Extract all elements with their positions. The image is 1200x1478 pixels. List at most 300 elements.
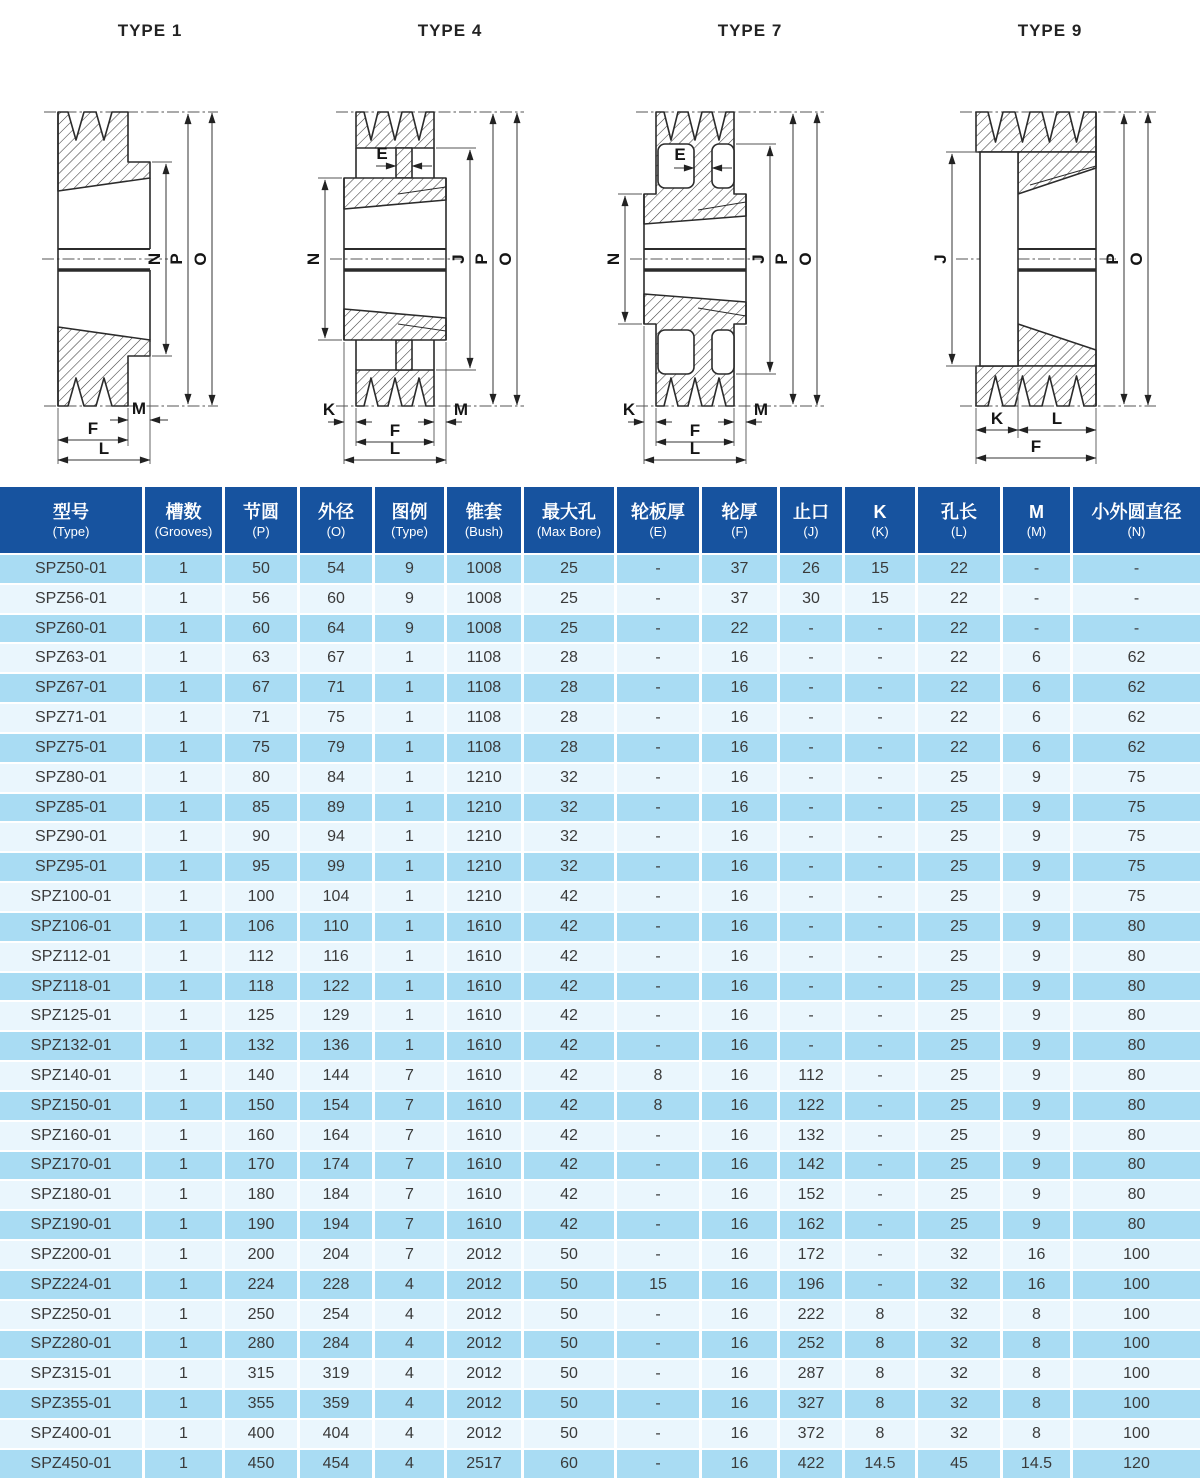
table-cell: - [845, 1150, 918, 1180]
table-cell: 228 [300, 1269, 375, 1299]
table-cell: - [617, 792, 702, 822]
table-cell: 6 [1003, 642, 1073, 672]
table-cell: 315 [225, 1358, 300, 1388]
table-cell: 25 [918, 971, 1003, 1001]
column-header-11 [918, 487, 1003, 553]
table-cell: - [845, 792, 918, 822]
table-cell: 25 [918, 941, 1003, 971]
table-cell: 28 [524, 732, 617, 762]
table-cell: 8 [845, 1418, 918, 1448]
table-cell: 22 [918, 642, 1003, 672]
table-cell: - [845, 971, 918, 1001]
diagram-type-1 [0, 0, 300, 487]
table-cell: 9 [1003, 1090, 1073, 1120]
table-cell: 116 [300, 941, 375, 971]
table-cell: 4 [375, 1269, 447, 1299]
table-cell: 25 [918, 762, 1003, 792]
dim-label-f: F [1030, 437, 1042, 456]
table-cell: 2012 [447, 1418, 524, 1448]
dim-label-f: F [689, 421, 701, 440]
table-row [0, 971, 1200, 1001]
table-cell: - [845, 732, 918, 762]
table-cell: 63 [225, 642, 300, 672]
table-cell: 1610 [447, 941, 524, 971]
table-cell: 140 [225, 1060, 300, 1090]
cell-model: SPZ200-01 [0, 1239, 145, 1269]
table-cell: 45 [918, 1448, 1003, 1478]
table-cell: 1 [375, 642, 447, 672]
table-cell: - [780, 851, 845, 881]
table-cell: 9 [1003, 1150, 1073, 1180]
table-cell: 80 [1073, 1030, 1200, 1060]
dim-label-n: N [145, 252, 164, 266]
table-cell: 42 [524, 1209, 617, 1239]
table-cell: 1610 [447, 911, 524, 941]
table-cell: 1610 [447, 971, 524, 1001]
table-cell: 122 [780, 1090, 845, 1120]
table-cell: 9 [375, 553, 447, 583]
column-title: K [873, 501, 887, 522]
table-cell: 2012 [447, 1299, 524, 1329]
table-cell: - [780, 821, 845, 851]
table-cell: 32 [524, 821, 617, 851]
column-header-13 [1073, 487, 1200, 553]
diagram-title: TYPE 1 [117, 21, 183, 40]
dim-label-p: P [772, 253, 791, 265]
table-cell: - [617, 613, 702, 643]
diagram-title: TYPE 4 [417, 21, 483, 40]
table-cell: 1610 [447, 1090, 524, 1120]
column-header-0 [0, 487, 145, 553]
table-cell: 42 [524, 1060, 617, 1090]
table-cell: 6 [1003, 732, 1073, 762]
cell-model: SPZ450-01 [0, 1448, 145, 1478]
table-cell: 16 [702, 1030, 780, 1060]
table-cell: 25 [918, 821, 1003, 851]
table-row [0, 1269, 1200, 1299]
table-cell: - [617, 762, 702, 792]
table-cell: 25 [918, 1000, 1003, 1030]
table-cell: - [845, 1030, 918, 1060]
table-cell: 8 [1003, 1418, 1073, 1448]
dim-label-n: N [604, 252, 623, 266]
table-cell: 37 [702, 553, 780, 583]
table-cell: 14.5 [1003, 1448, 1073, 1478]
table-cell: 75 [1073, 792, 1200, 822]
table-cell: 152 [780, 1179, 845, 1209]
dim-label-o: O [796, 252, 815, 266]
table-cell: - [617, 553, 702, 583]
table-cell: 1610 [447, 1209, 524, 1239]
table-cell: 118 [225, 971, 300, 1001]
column-title: 孔长 [941, 501, 977, 522]
table-cell: 1 [145, 821, 225, 851]
column-title: 槽数 [165, 501, 202, 522]
table-cell: - [617, 1299, 702, 1329]
table-cell: - [617, 1179, 702, 1209]
table-cell: 327 [780, 1388, 845, 1418]
table-cell: 1 [145, 1179, 225, 1209]
table-cell: 99 [300, 851, 375, 881]
table-cell: 280 [225, 1329, 300, 1359]
table-cell: 110 [300, 911, 375, 941]
table-cell: - [845, 1060, 918, 1090]
table-cell: 7 [375, 1060, 447, 1090]
table-cell: 100 [1073, 1299, 1200, 1329]
cell-model: SPZ315-01 [0, 1358, 145, 1388]
table-cell: 60 [300, 583, 375, 613]
table-cell: 9 [375, 613, 447, 643]
table-cell: 16 [702, 792, 780, 822]
table-cell: - [845, 1090, 918, 1120]
table-cell: 1008 [447, 553, 524, 583]
table-cell: 42 [524, 941, 617, 971]
dim-label-l: L [1051, 409, 1063, 428]
table-row [0, 1358, 1200, 1388]
column-header-5 [447, 487, 524, 553]
table-cell: 16 [702, 672, 780, 702]
table-cell: 8 [1003, 1329, 1073, 1359]
table-cell: - [780, 613, 845, 643]
cell-model: SPZ75-01 [0, 732, 145, 762]
table-cell: 1 [375, 851, 447, 881]
table-cell: 1108 [447, 642, 524, 672]
table-cell: 79 [300, 732, 375, 762]
cell-model: SPZ118-01 [0, 971, 145, 1001]
table-cell: 1008 [447, 613, 524, 643]
column-subtitle: (P) [252, 523, 270, 539]
table-row [0, 762, 1200, 792]
table-cell: 16 [702, 1358, 780, 1388]
table-cell: 1 [145, 1418, 225, 1448]
column-subtitle: (L) [951, 523, 967, 539]
column-header-2 [225, 487, 300, 553]
column-title: 轮板厚 [631, 501, 685, 522]
table-cell: 22 [918, 553, 1003, 583]
table-cell: 15 [845, 583, 918, 613]
table-row [0, 1179, 1200, 1209]
table-row [0, 1209, 1200, 1239]
table-cell: 16 [702, 642, 780, 672]
table-row [0, 1448, 1200, 1478]
table-cell: 1 [375, 1030, 447, 1060]
table-cell: - [1003, 613, 1073, 643]
column-title: 节圆 [243, 501, 279, 522]
table-cell: - [845, 851, 918, 881]
type-7-drawing [600, 44, 900, 474]
table-cell: 28 [524, 672, 617, 702]
table-cell: 1210 [447, 821, 524, 851]
table-cell: 95 [225, 851, 300, 881]
cell-model: SPZ95-01 [0, 851, 145, 881]
table-cell: 32 [918, 1299, 1003, 1329]
column-subtitle: (E) [649, 523, 667, 539]
table-cell: - [845, 1120, 918, 1150]
table-cell: 250 [225, 1299, 300, 1329]
table-cell: - [617, 851, 702, 881]
type-4-drawing [300, 44, 600, 474]
table-cell: 1 [375, 702, 447, 732]
dim-label-p: P [1103, 253, 1122, 265]
table-cell: 32 [524, 762, 617, 792]
dim-label-e: E [674, 145, 686, 164]
table-cell: 1 [145, 971, 225, 1001]
table-cell: - [780, 762, 845, 792]
table-cell: - [845, 941, 918, 971]
table-cell: - [617, 1388, 702, 1418]
table-cell: 162 [780, 1209, 845, 1239]
table-cell: 180 [225, 1179, 300, 1209]
table-cell: 42 [524, 1090, 617, 1120]
pulley-section [956, 112, 1156, 406]
table-cell: 254 [300, 1299, 375, 1329]
dim-label-f: F [389, 421, 401, 440]
table-cell: 6 [1003, 702, 1073, 732]
table-cell: - [617, 1150, 702, 1180]
table-row [0, 1090, 1200, 1120]
table-cell: 4 [375, 1418, 447, 1448]
table-header [0, 487, 1200, 553]
table-cell: 54 [300, 553, 375, 583]
table-cell: - [845, 881, 918, 911]
table-cell: 16 [702, 1150, 780, 1180]
cell-model: SPZ106-01 [0, 911, 145, 941]
table-cell: 25 [918, 1120, 1003, 1150]
column-subtitle: (Max Bore) [536, 523, 602, 539]
table-cell: 9 [1003, 1120, 1073, 1150]
table-cell: 75 [1073, 881, 1200, 911]
table-cell: 50 [524, 1239, 617, 1269]
dim-label-m: M [131, 399, 147, 418]
table-cell: 4 [375, 1388, 447, 1418]
table-cell: 16 [702, 1179, 780, 1209]
table-cell: 1 [375, 821, 447, 851]
table-cell: 80 [1073, 971, 1200, 1001]
table-cell: 16 [702, 911, 780, 941]
table-cell: - [617, 1030, 702, 1060]
table-cell: 16 [702, 941, 780, 971]
diagram-title: TYPE 7 [717, 21, 783, 40]
table-cell: 7 [375, 1209, 447, 1239]
table-cell: 170 [225, 1150, 300, 1180]
table-cell: 16 [702, 1448, 780, 1478]
table-cell: 32 [918, 1239, 1003, 1269]
column-subtitle: (Bush) [464, 523, 504, 539]
table-cell: 16 [702, 762, 780, 792]
table-cell: 200 [225, 1239, 300, 1269]
table-cell: 9 [1003, 881, 1073, 911]
table-cell: 22 [918, 613, 1003, 643]
table-cell: 204 [300, 1239, 375, 1269]
column-header-7 [617, 487, 702, 553]
cell-model: SPZ90-01 [0, 821, 145, 851]
table-cell: 9 [1003, 762, 1073, 792]
table-cell: 25 [918, 1150, 1003, 1180]
table-cell: - [845, 1239, 918, 1269]
column-title: 止口 [793, 501, 829, 522]
table-cell: 160 [225, 1120, 300, 1150]
table-cell: 100 [1073, 1418, 1200, 1448]
cell-model: SPZ80-01 [0, 762, 145, 792]
table-cell: 8 [1003, 1358, 1073, 1388]
table-cell: 25 [918, 851, 1003, 881]
table-cell: 1 [145, 941, 225, 971]
column-subtitle: (Grooves) [154, 523, 213, 539]
column-header-6 [524, 487, 617, 553]
table-cell: 7 [375, 1150, 447, 1180]
cell-model: SPZ170-01 [0, 1150, 145, 1180]
table-cell: 25 [524, 613, 617, 643]
table-cell: 190 [225, 1209, 300, 1239]
column-subtitle: (M) [1026, 523, 1047, 539]
table-cell: 80 [1073, 911, 1200, 941]
table-cell: - [845, 1000, 918, 1030]
table-cell: 16 [702, 1120, 780, 1150]
table-cell: 400 [225, 1418, 300, 1448]
cell-model: SPZ190-01 [0, 1209, 145, 1239]
table-cell: 42 [524, 911, 617, 941]
table-cell: 1 [145, 553, 225, 583]
table-cell: 1 [145, 1329, 225, 1359]
table-cell: 1 [375, 762, 447, 792]
table-cell: 42 [524, 971, 617, 1001]
column-title: 锥套 [466, 501, 502, 522]
table-cell: - [1073, 553, 1200, 583]
table-cell: - [780, 971, 845, 1001]
table-cell: - [845, 672, 918, 702]
table-cell: 142 [780, 1150, 845, 1180]
table-cell: 8 [1003, 1388, 1073, 1418]
table-cell: 100 [1073, 1269, 1200, 1299]
table-cell: 1 [145, 851, 225, 881]
table-cell: 50 [524, 1299, 617, 1329]
table-cell: 32 [918, 1388, 1003, 1418]
table-cell: 71 [225, 702, 300, 732]
table-cell: - [617, 1358, 702, 1388]
table-cell: - [780, 1000, 845, 1030]
table-row [0, 732, 1200, 762]
column-header-12 [1003, 487, 1073, 553]
table-cell: 25 [918, 1060, 1003, 1090]
table-cell: - [617, 1209, 702, 1239]
table-cell: 7 [375, 1090, 447, 1120]
table-cell: 9 [1003, 941, 1073, 971]
column-title: 轮厚 [721, 501, 758, 522]
table-cell: 75 [225, 732, 300, 762]
table-cell: 2012 [447, 1329, 524, 1359]
table-cell: 37 [702, 583, 780, 613]
table-cell: 404 [300, 1418, 375, 1448]
table-cell: 9 [1003, 1209, 1073, 1239]
table-cell: 194 [300, 1209, 375, 1239]
table-row [0, 792, 1200, 822]
cell-model: SPZ160-01 [0, 1120, 145, 1150]
table-cell: 196 [780, 1269, 845, 1299]
table-cell: 1 [145, 642, 225, 672]
table-cell: 359 [300, 1388, 375, 1418]
table-cell: 9 [1003, 792, 1073, 822]
table-cell: 1610 [447, 1179, 524, 1209]
table-cell: 7 [375, 1179, 447, 1209]
table-cell: 16 [1003, 1239, 1073, 1269]
table-row [0, 672, 1200, 702]
table-row [0, 642, 1200, 672]
table-cell: - [617, 1329, 702, 1359]
table-cell: 454 [300, 1448, 375, 1478]
table-cell: 50 [524, 1418, 617, 1448]
table-cell: 129 [300, 1000, 375, 1030]
table-cell: 85 [225, 792, 300, 822]
cell-model: SPZ112-01 [0, 941, 145, 971]
table-cell: 25 [524, 583, 617, 613]
table-cell: 9 [1003, 851, 1073, 881]
column-subtitle: (F) [731, 523, 748, 539]
table-cell: 16 [702, 1000, 780, 1030]
table-row [0, 583, 1200, 613]
table-cell: 62 [1073, 672, 1200, 702]
table-cell: 16 [702, 702, 780, 732]
table-row [0, 1418, 1200, 1448]
dim-label-j: J [749, 254, 768, 264]
table-cell: 16 [702, 881, 780, 911]
table-cell: 104 [300, 881, 375, 911]
table-cell: 50 [524, 1388, 617, 1418]
table-cell: 9 [375, 583, 447, 613]
table-cell: 120 [1073, 1448, 1200, 1478]
table-row [0, 1000, 1200, 1030]
cell-model: SPZ100-01 [0, 881, 145, 911]
table-cell: 84 [300, 762, 375, 792]
table-cell: 94 [300, 821, 375, 851]
table-cell: 7 [375, 1120, 447, 1150]
table-cell: 150 [225, 1090, 300, 1120]
cell-model: SPZ224-01 [0, 1269, 145, 1299]
table-cell: 75 [1073, 851, 1200, 881]
table-cell: 15 [845, 553, 918, 583]
table-cell: 4 [375, 1358, 447, 1388]
spec-table [0, 487, 1200, 1478]
cell-model: SPZ125-01 [0, 1000, 145, 1030]
table-cell: 1 [145, 881, 225, 911]
table-cell: 50 [524, 1358, 617, 1388]
table-cell: - [845, 821, 918, 851]
table-cell: 222 [780, 1299, 845, 1329]
column-header-10 [845, 487, 918, 553]
table-cell: - [617, 821, 702, 851]
column-title: M [1029, 501, 1044, 522]
table-cell: 16 [702, 1299, 780, 1329]
table-cell: - [845, 1179, 918, 1209]
cell-model: SPZ60-01 [0, 613, 145, 643]
table-cell: 154 [300, 1090, 375, 1120]
table-cell: 9 [1003, 1030, 1073, 1060]
dim-label-l: L [689, 439, 701, 458]
table-cell: 8 [845, 1329, 918, 1359]
table-cell: 64 [300, 613, 375, 643]
table-cell: 60 [225, 613, 300, 643]
table-cell: 22 [918, 732, 1003, 762]
table-cell: 80 [1073, 1000, 1200, 1030]
table-cell: 1 [145, 911, 225, 941]
table-cell: 100 [1073, 1388, 1200, 1418]
column-subtitle: (Type) [391, 523, 428, 539]
table-body [0, 553, 1200, 1478]
table-cell: - [780, 672, 845, 702]
table-cell: 16 [1003, 1269, 1073, 1299]
table-cell: 80 [225, 762, 300, 792]
cell-model: SPZ67-01 [0, 672, 145, 702]
table-cell: 30 [780, 583, 845, 613]
